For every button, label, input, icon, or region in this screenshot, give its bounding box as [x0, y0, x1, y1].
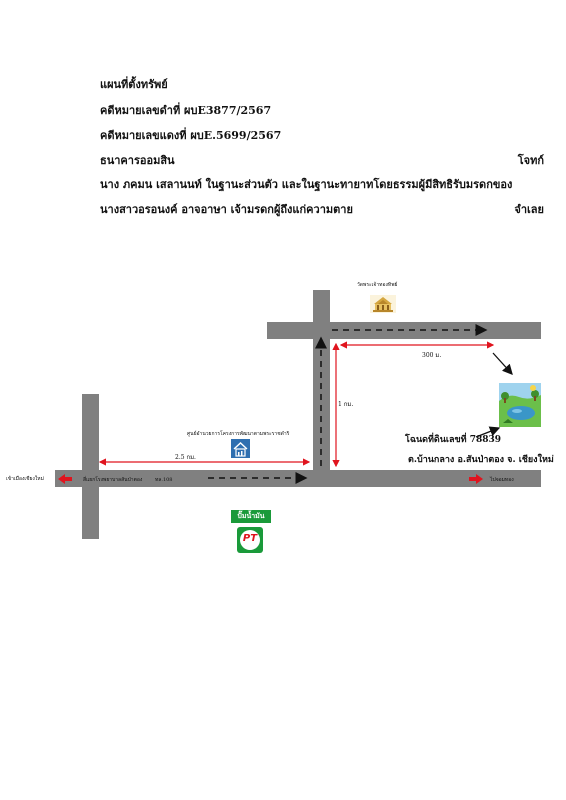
distance-label-1km: 1 กม. [338, 401, 354, 408]
red-case-number: คดีหมายเลขแดงที่ ผบE.5699/2567 [100, 129, 282, 142]
red-arrow-right [469, 474, 483, 484]
gas-station-label: ปั๊มน้ำมัน [231, 510, 271, 523]
pointer-arrow-to-plot [493, 353, 512, 374]
black-case-number: คดีหมายเลขดำที่ ผบE3877/2567 [100, 104, 272, 117]
gas-logo-text: PT [242, 533, 258, 544]
red-arrow-left [58, 474, 72, 484]
title-deed-label: โฉนดที่ดินเลขที่ 78839 [405, 435, 502, 445]
building-icon [231, 439, 250, 458]
gas-station-icon [237, 527, 263, 553]
defendant-line-1: นาง ภคมน เสลานนท์ ในฐานะส่วนตัว และในฐานะทายาทโดยธรรมผู้มีสิทธิรับมรดกของ [100, 178, 513, 191]
center-label: ศูนย์อำนวยการโครงการพัฒนาตามพระราชดำริ [187, 431, 290, 437]
document-title: แผนที่ตั้งทรัพย์ [100, 78, 168, 91]
defendant-role: จำเลย [514, 203, 544, 216]
temple-icon [370, 295, 396, 313]
temple-label: วัดพระเจ้าทองทิพย์ [357, 282, 398, 288]
plot-location-label: ต.บ้านกลาง อ.สันป่าตอง จ. เชียงใหม่ [408, 455, 554, 465]
distance-label-2-5km: 2.5 กม. [175, 454, 196, 461]
hospital-intersection-label: สี่แยกโรงพยาบาลสันป่าตอง [83, 477, 143, 483]
distance-label-300m: 300 ม. [422, 352, 442, 359]
to-chiangmai-label: เข้าเมืองเชียงใหม่ [6, 476, 44, 482]
to-chomthong-label: ไปจอมทอง [490, 477, 514, 483]
plaintiff-name: ธนาคารออมสิน [100, 154, 175, 167]
plaintiff-role: โจทก์ [517, 154, 544, 167]
highway-label: ทล.108 [155, 477, 173, 483]
land-plot-icon [499, 383, 541, 427]
defendant-line-2: นางสาวอรอนงค์ อาจอาษา เจ้ามรดกผู้ถึงแก่ความตาย [100, 203, 353, 216]
